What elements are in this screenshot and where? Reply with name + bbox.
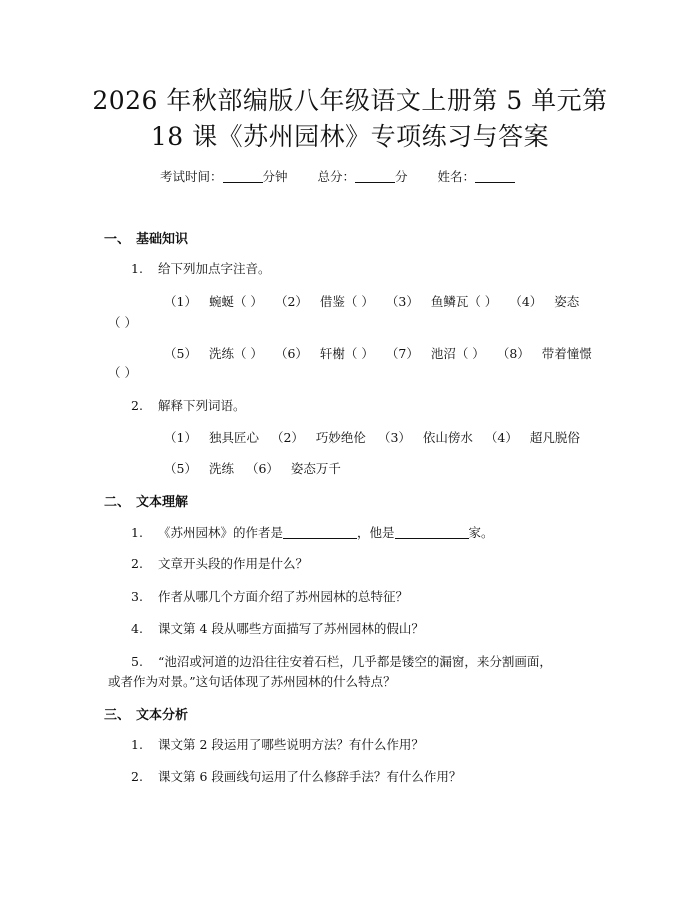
item-number: （6） bbox=[245, 461, 279, 476]
question-3-2 bbox=[131, 771, 461, 784]
question-2-1 bbox=[131, 526, 494, 540]
vocab-row-1 bbox=[164, 432, 580, 445]
question-1-2 bbox=[131, 400, 246, 413]
question-number: 2. bbox=[131, 556, 143, 571]
question-number: 3. bbox=[131, 589, 143, 604]
section-heading-2 bbox=[104, 496, 188, 509]
question-text: 解释下列词语。 bbox=[158, 398, 246, 413]
question-number: 2. bbox=[131, 398, 143, 413]
item-number: （3） bbox=[377, 430, 411, 445]
pinyin-row-1 bbox=[164, 296, 579, 309]
item-number: （5） bbox=[164, 461, 197, 476]
question-number: 1. bbox=[131, 261, 143, 276]
question-2-4 bbox=[131, 623, 424, 636]
total-score bbox=[318, 169, 408, 184]
profession-blank bbox=[395, 526, 469, 539]
item-number: （5） bbox=[164, 346, 197, 361]
total-score-blank bbox=[355, 170, 395, 183]
question-text: 课文第 2 段运用了哪些说明方法？有什么作用？ bbox=[158, 737, 424, 752]
title-line-1: 2026 年秋部编版八年级语文上册第 5 单元第 bbox=[92, 86, 608, 115]
section-heading-3 bbox=[104, 709, 188, 722]
question-2-5 bbox=[131, 656, 552, 669]
item-word: 池沼（ ） bbox=[430, 346, 485, 361]
item-number: （4） bbox=[484, 430, 518, 445]
exam-time-unit: 分钟 bbox=[262, 169, 288, 184]
item-word: 姿态 bbox=[554, 294, 580, 309]
section-heading-1 bbox=[104, 233, 188, 246]
item-number: （3） bbox=[385, 294, 419, 309]
student-name bbox=[438, 169, 516, 184]
item-number: （1） bbox=[164, 294, 197, 309]
item-word: 依山傍水 bbox=[422, 430, 473, 445]
item-word: 巧妙绝伦 bbox=[315, 430, 366, 445]
question-number: 4. bbox=[131, 621, 143, 636]
item-word: 蜿蜒（ ） bbox=[208, 294, 263, 309]
question-number: 1. bbox=[131, 525, 143, 540]
item-number: （8） bbox=[496, 346, 530, 361]
question-text-before: 《苏州园林》的作者是 bbox=[158, 525, 284, 540]
item-number: （2） bbox=[274, 294, 308, 309]
question-number: 2. bbox=[131, 769, 143, 784]
pinyin-row-1-wrap: （ ） bbox=[108, 315, 137, 330]
pinyin-row-2 bbox=[164, 348, 592, 361]
student-name-blank bbox=[475, 170, 515, 183]
vocab-row-2 bbox=[164, 463, 341, 476]
item-number: （1） bbox=[164, 430, 197, 445]
question-text: 文章开头段的作用是什么？ bbox=[158, 556, 309, 571]
item-word: 超凡脱俗 bbox=[529, 430, 580, 445]
question-text-middle: ，他是 bbox=[357, 525, 395, 540]
section-number: 二、 bbox=[104, 495, 131, 510]
question-text: 作者从哪几个方面介绍了苏州园林的总特征？ bbox=[158, 589, 409, 604]
total-score-label: 总分： bbox=[317, 169, 356, 184]
item-word: 借鉴（ ） bbox=[319, 294, 374, 309]
item-number: （6） bbox=[274, 346, 308, 361]
question-text-after: 家。 bbox=[468, 525, 494, 540]
title-line-2: 18 课《苏州园林》专项练习与答案 bbox=[150, 122, 550, 151]
student-name-label: 姓名： bbox=[437, 169, 476, 184]
section-number: 三、 bbox=[104, 708, 131, 723]
exam-time bbox=[160, 169, 288, 184]
item-number: （2） bbox=[270, 430, 304, 445]
question-1-1 bbox=[131, 263, 271, 276]
section-title: 文本分析 bbox=[136, 708, 189, 723]
total-score-unit: 分 bbox=[395, 169, 408, 184]
exam-time-blank bbox=[223, 170, 263, 183]
pinyin-row-2-wrap: （ ） bbox=[108, 365, 137, 380]
item-word: 带着憧憬 bbox=[541, 346, 592, 361]
question-text: “池沼或河道的边沿往往安着石栏，几乎都是镂空的漏窗，来分割画面， bbox=[158, 654, 552, 669]
question-2-3 bbox=[131, 591, 408, 604]
exam-time-label: 考试时间： bbox=[160, 169, 223, 184]
item-word: 洗练 bbox=[208, 461, 234, 476]
question-2-5-wrap: 或者作为对景。”这句话体现了苏州园林的什么特点？ bbox=[108, 674, 396, 689]
item-word: 洗练（ ） bbox=[208, 346, 263, 361]
author-blank bbox=[283, 526, 357, 539]
item-word: 独具匠心 bbox=[208, 430, 259, 445]
item-word: 鱼鳞瓦（ ） bbox=[430, 294, 498, 309]
item-word: 姿态万千 bbox=[290, 461, 341, 476]
item-number: （7） bbox=[385, 346, 419, 361]
section-title: 文本理解 bbox=[136, 495, 189, 510]
question-text: 课文第 6 段画线句运用了什么修辞手法？有什么作用？ bbox=[158, 769, 462, 784]
question-number: 1. bbox=[131, 737, 143, 752]
item-number: （4） bbox=[509, 294, 543, 309]
section-number: 一、 bbox=[104, 232, 131, 247]
item-word: 轩榭（ ） bbox=[319, 346, 374, 361]
exam-info bbox=[160, 170, 515, 184]
question-text: 课文第 4 段从哪些方面描写了苏州园林的假山？ bbox=[158, 621, 424, 636]
question-3-1 bbox=[131, 739, 424, 752]
question-text: 给下列加点字注音。 bbox=[158, 261, 271, 276]
question-2-2 bbox=[131, 558, 308, 571]
section-title: 基础知识 bbox=[136, 232, 189, 247]
question-number: 5. bbox=[131, 654, 143, 669]
